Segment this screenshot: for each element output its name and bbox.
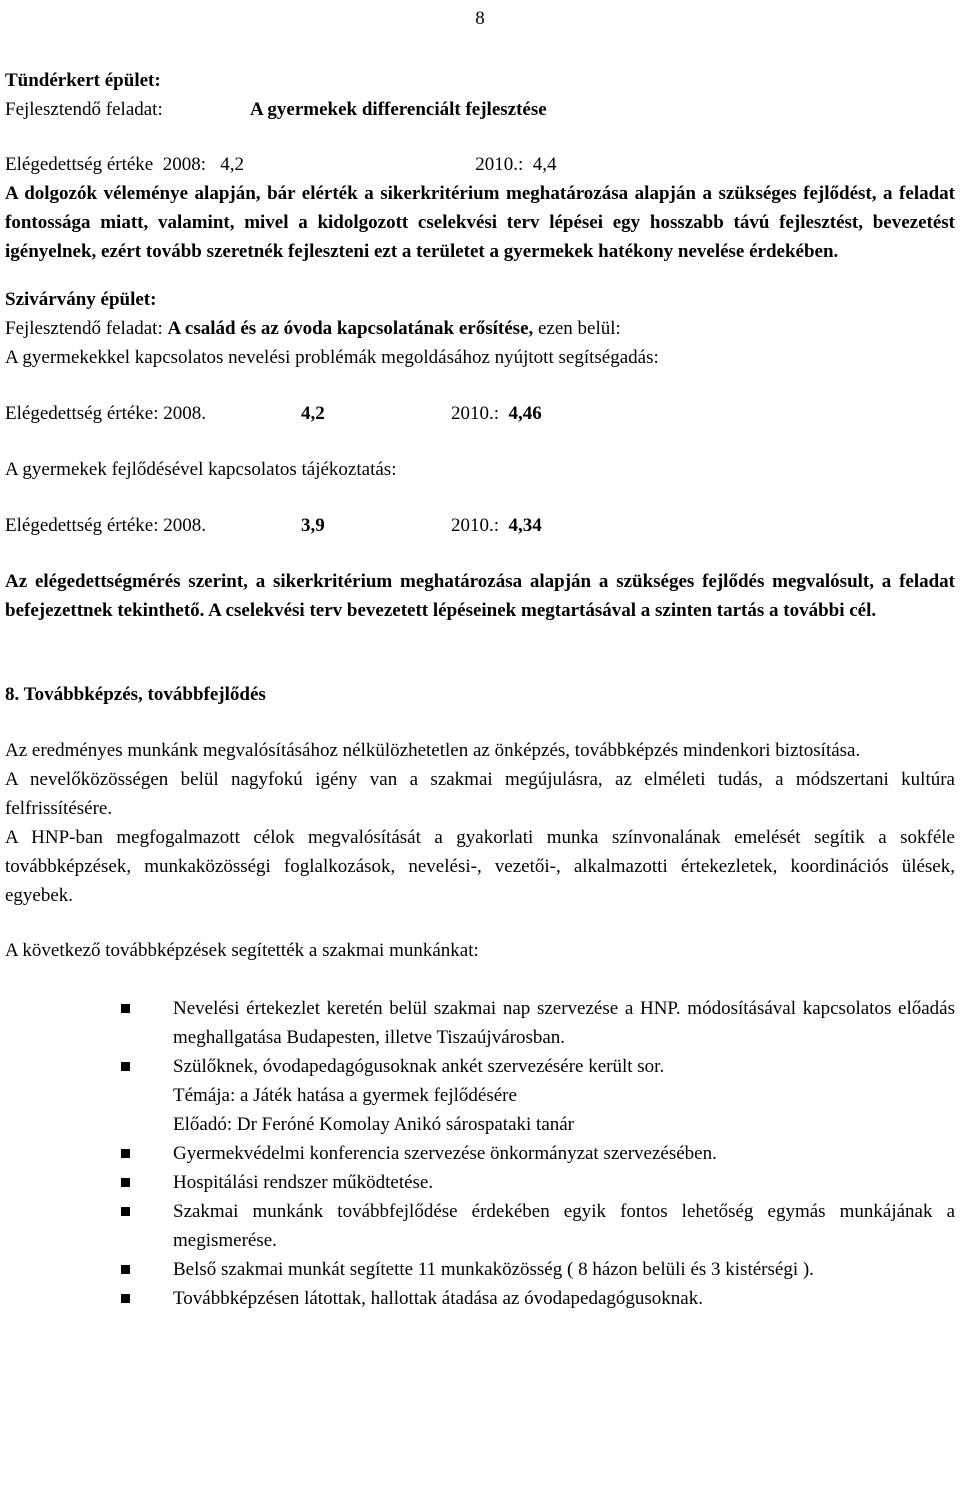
szivarvany-sub-2: A gyermekek fejlődésével kapcsolatos tájékoztatás:	[5, 459, 397, 480]
rating-label: Elégedettség értéke: 2008.	[5, 515, 207, 536]
list-item: Szakmai munkánk továbbfejlődése érdekében egyik fontos lehetőség egymás munkájának a megismerése.	[5, 1197, 955, 1255]
list-item: Hospitálási rendszer működtetése.	[5, 1168, 955, 1197]
page-number: 8	[475, 8, 485, 29]
szivarvany-conclusion: Az elégedettségmérés szerint, a sikerkritérium meghatározása alapján a szükséges fejlődés megvalósult, a feladat befejezettnek tekinthető. A cselekvési terv bevezetett lépéseinek megtartásával a szinten tartás a további cél.	[5, 571, 955, 621]
szivarvany-sub-1: A gyermekekkel kapcsolatos nevelési problémák megoldásához nyújtott segítségadás:	[5, 347, 659, 368]
rating-value-1: 3,9	[301, 515, 325, 536]
tunderkert-heading: Tündérkert épület:	[5, 70, 161, 91]
list-item: Továbbképzésen látottak, hallottak átadása az óvodapedagógusoknak.	[5, 1284, 955, 1313]
tunderkert-rating	[5, 150, 955, 179]
list-item: Gyermekvédelmi konferencia szervezése önkormányzat szervezésében.	[5, 1139, 955, 1168]
square-bullet-icon	[121, 1207, 130, 1216]
rating-value-1: 4,2	[301, 403, 325, 424]
list-item: Nevelési értekezlet keretén belül szakmai nap szervezése a HNP. módosításával kapcsolatos előadás meghallgatása Budapesten, illetve Tiszaújvárosban.	[5, 994, 955, 1052]
szivarvany-heading: Szivárvány épület:	[5, 289, 157, 310]
section-8-para-1: Az eredményes munkánk megvalósításához nélkülözhetetlen az önképzés, továbbképzés mindenkori biztosítása.	[5, 740, 861, 761]
task-value: A gyermekek differenciált fejlesztése	[250, 99, 547, 120]
rating-year-1: 2008:	[162, 154, 207, 175]
rating-year-2: 2010.:	[451, 515, 500, 536]
section-8-heading: 8. Továbbképzés, továbbfejlődés	[5, 684, 266, 705]
rating-year-2: 2010.:	[475, 154, 524, 175]
rating-value-2: 4,46	[508, 403, 542, 424]
task-suffix: ezen belül:	[538, 318, 621, 339]
section-8-para-2: A nevelőközösségen belül nagyfokú igény van a szakmai megújulásra, az elméleti tudás, a módszertani kultúra felfrissítésére.	[5, 769, 955, 819]
task-label: Fejlesztendő feladat:	[5, 99, 163, 120]
square-bullet-icon	[121, 1178, 130, 1187]
square-bullet-icon	[121, 1265, 130, 1274]
tunderkert-task	[5, 95, 955, 124]
training-list	[5, 994, 955, 1313]
szivarvany-task	[5, 314, 955, 343]
section-8-list-intro: A következő továbbképzések segítették a szakmai munkánkat:	[5, 940, 479, 961]
rating-label: Elégedettség értéke	[5, 154, 154, 175]
tunderkert-conclusion: A dolgozók véleménye alapján, bár elérték a sikerkritérium meghatározása alapján a szükséges fejlődést, a feladat fontossága miatt, valamint, mivel a kidolgozott cselekvési terv lépései egy hosszabb távú fejlesztést, bevezetést igényelnek, ezért tovább szeretnék fejleszteni ezt a területet a gyermekek hatékony nevelése érdekében.	[5, 183, 955, 262]
szivarvany-rating-2	[5, 511, 955, 540]
rating-label: Elégedettség értéke: 2008.	[5, 403, 207, 424]
list-item: Szülőknek, óvodapedagógusoknak ankét szervezésére került sor.	[5, 1052, 955, 1081]
list-item-detail: Témája: a Játék hatása a gyermek fejlődésére	[173, 1085, 517, 1106]
rating-value-2: 4,34	[508, 515, 542, 536]
rating-value-2: 4,4	[532, 154, 557, 175]
square-bullet-icon	[121, 1062, 130, 1071]
page-content	[5, 66, 955, 1313]
rating-value-1: 4,2	[220, 154, 245, 175]
rating-year-2: 2010.:	[451, 403, 500, 424]
list-item: Belső szakmai munkát segítette 11 munkaközösség ( 8 házon belüli és 3 kistérségi ).	[5, 1255, 955, 1284]
square-bullet-icon	[121, 1149, 130, 1158]
square-bullet-icon	[121, 1004, 130, 1013]
task-value: A család és az óvoda kapcsolatának erősítése,	[167, 318, 534, 339]
section-8-para-3: A HNP-ban megfogalmazott célok megvalósítását a gyakorlati munka színvonalának emelését segítik a sokféle továbbképzések, munkaközösségi foglalkozások, nevelési-, vezetői-, alkalmazotti értekezletek, koordinációs ülések, egyebek.	[5, 827, 955, 906]
square-bullet-icon	[121, 1294, 130, 1303]
task-label: Fejlesztendő feladat:	[5, 318, 163, 339]
szivarvany-rating-1	[5, 399, 955, 428]
list-item-detail: Előadó: Dr Feróné Komolay Anikó sárospataki tanár	[173, 1114, 575, 1135]
